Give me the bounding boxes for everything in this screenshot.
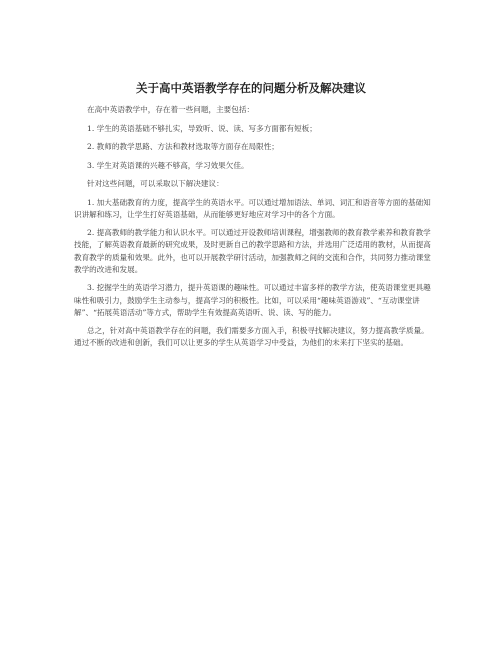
solution-paragraph-1: 1. 加大基础教育的力度，提高学生的英语水平。可以通过增加语法、单词、词汇和语音等方面的基础知识讲解和练习，让学生打好英语基础，从而能够更好地应对学习中的各个方面。 xyxy=(74,197,431,219)
document-body xyxy=(74,104,432,356)
problem-item-3: 3. 学生对英语课的兴趣不够高，学习效果欠佳。 xyxy=(87,160,249,170)
problem-item-1: 1. 学生的英语基础不够扎实，导致听、说、读、写多方面都有短板； xyxy=(87,123,317,133)
solutions-intro-paragraph: 针对这些问题，可以采取以下解决建议： xyxy=(87,179,224,188)
problem-item-2: 2. 教师的教学思路、方法和教材选取等方面存在局限性； xyxy=(87,142,279,151)
document-title: 关于高中英语教学存在的问题分析及解决建议 xyxy=(136,81,366,95)
conclusion-paragraph: 总之，针对高中英语教学存在的问题，我们需要多方面入手，积极寻找解决建议，努力提高教学质量。通过不断的改进和创新，我们可以让更多的学生从英语学习中受益，为他们的未来打下坚实的基础。 xyxy=(74,326,429,348)
solution-paragraph-3: 3. 挖掘学生的英语学习潜力，提升英语课的趣味性。可以通过丰富多样的教学方法，使英语课堂更具趣味性和吸引力，鼓励学生主动参与，提高学习的积极性。比如，可以采用“趣味英语游戏”、“互动课堂讲解”、“拓展英语活动”等方式，帮助学生有效提高英语听、说、读、写的能力。 xyxy=(74,283,431,317)
intro-paragraph: 在高中英语教学中，存在着一些问题，主要包括： xyxy=(87,105,255,114)
solution-paragraph-2: 2. 提高教师的教学能力和认识水平。可以通过开设教师培训课程，增强教师的教育教学素养和教育教学技能，了解英语教育最新的研究成果，及时更新自己的教学思路和方法，并选用广泛适用的教材，从而提高教育教学的质量和效果。此外，也可以开展教学研讨活动，加强教师之间的交流和合作，共同努力推动课堂教学的改进和发展。 xyxy=(74,228,431,274)
